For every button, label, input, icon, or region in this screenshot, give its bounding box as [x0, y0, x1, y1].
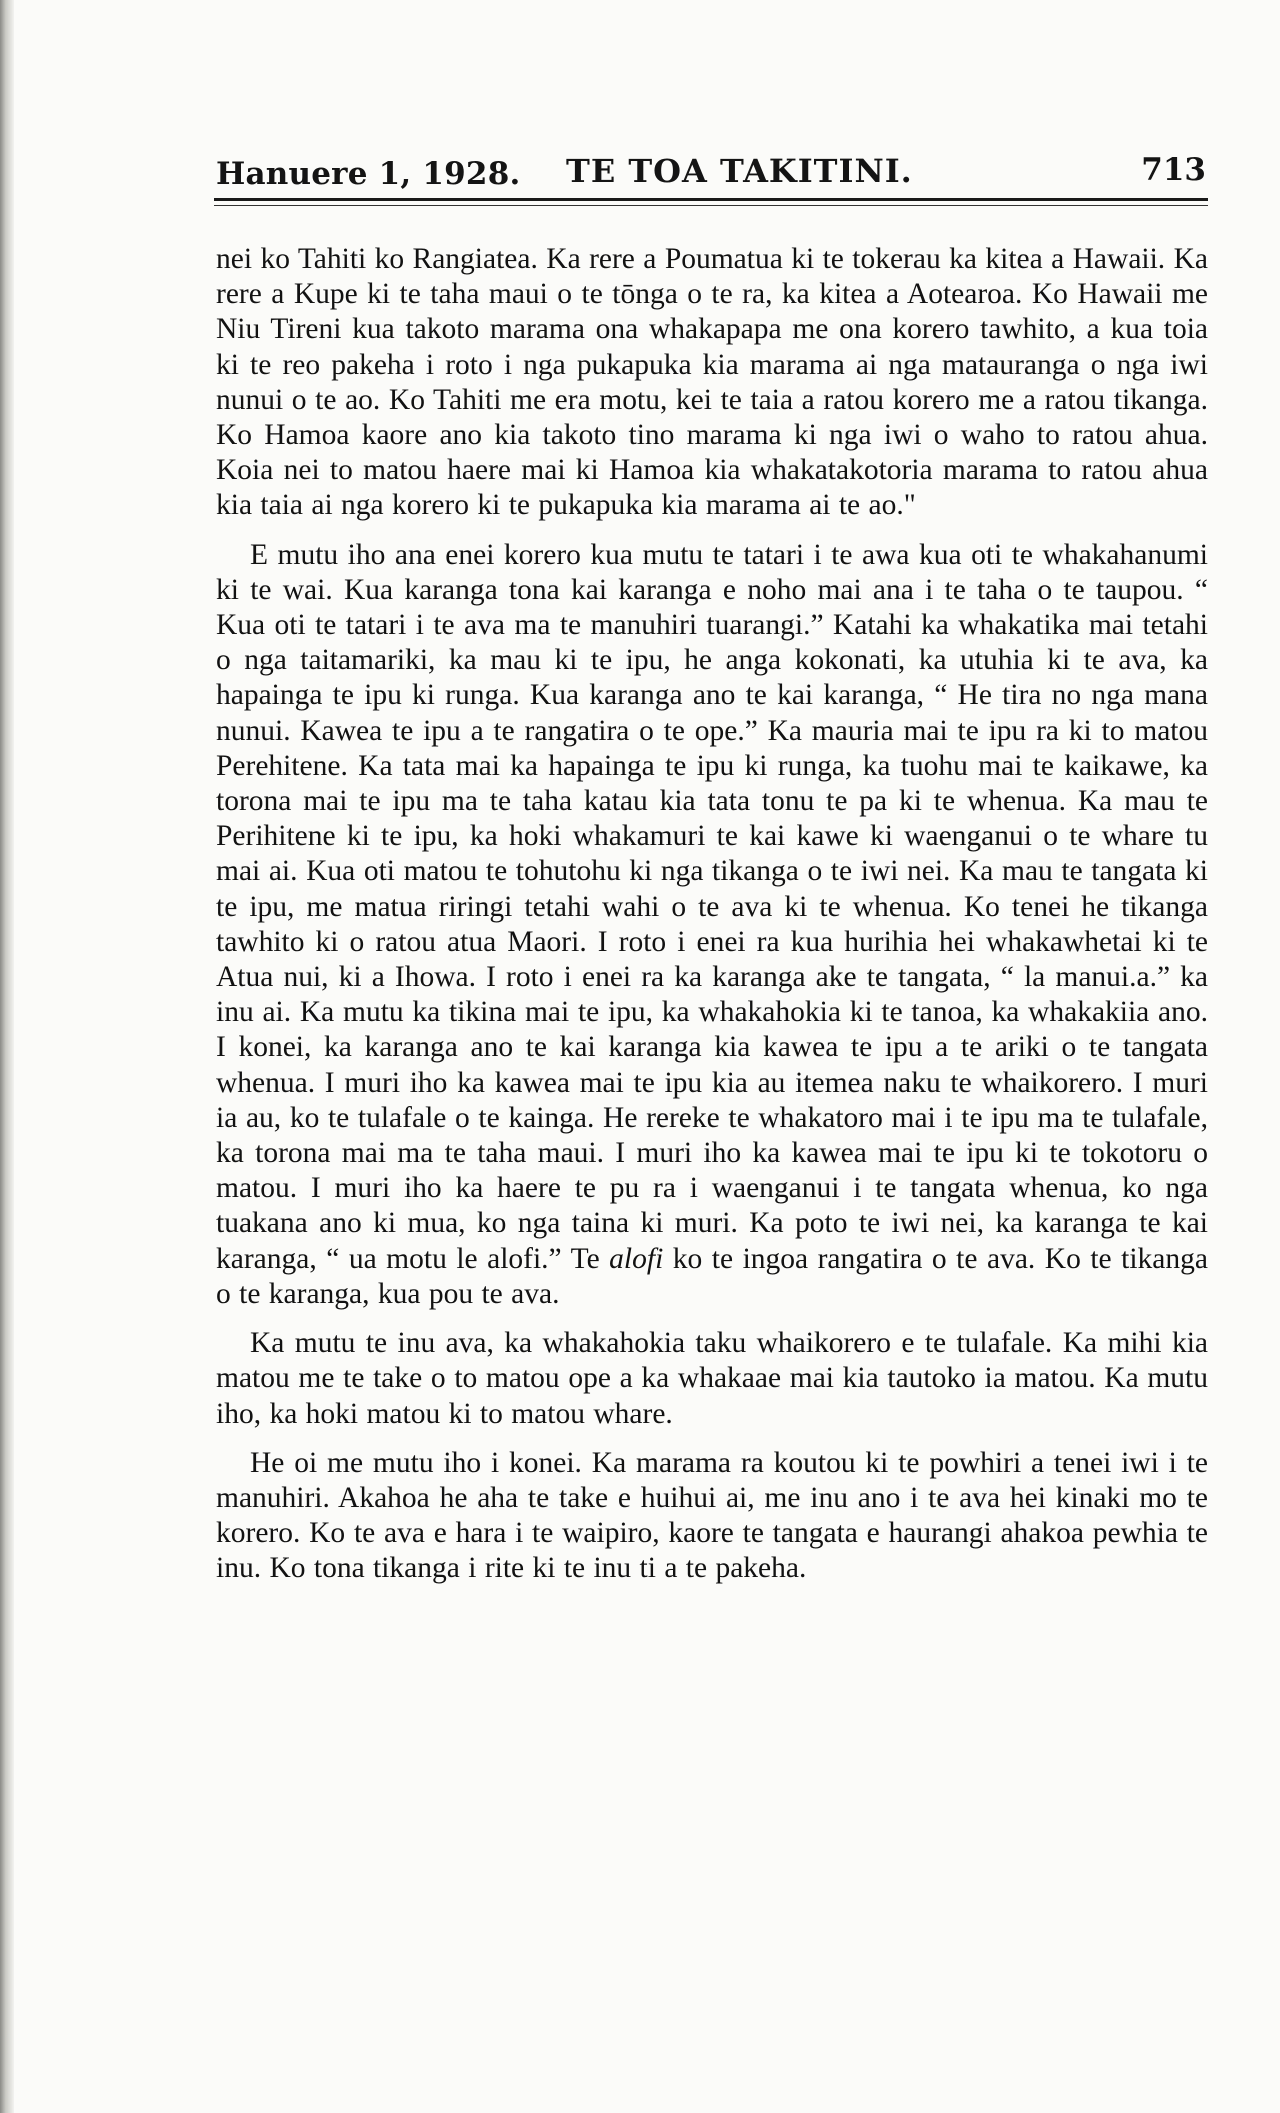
running-header — [216, 148, 1206, 198]
header-date: Hanuere 1, 1928. — [216, 156, 521, 192]
paragraph-4-text: He oi me mutu iho i konei. Ka marama ra koutou ki te powhiri a tenei iwi i te manuhiri. Akahoa he aha te take e huihui ai, me inu ano i te ava hei kinaki mo te korero. Ko te ava e hara i te waipiro, kaore te tangata e haurangi ahakoa pewhia te inu. Ko tona tikanga i rite ki te inu ti a te pakeha. — [216, 1446, 1208, 1585]
page-binding-edge — [0, 0, 14, 2113]
paragraph-2-text-end: ko te ingoa rangatira o te ava. Ko te tikanga o te karanga, kua pou te ava. — [216, 1242, 1208, 1310]
paragraph-2-text: E mutu iho ana enei korero kua mutu te tatari i te awa kua oti te whakahanumi ki te wai. Kua karanga tona kai karanga e noho mai ana i te taha o te taupou. “ Kua oti te tatari i te ava ma te manuhiri tuarangi.” Katahi ka whakatika mai tetahi o nga taitamariki, ka mau ki te ipu, he anga kokonati, ka utuhia ki te ava, ka hapainga te ipu ki runga. Kua karanga ano te kai karanga, “ He tira no nga mana nunui. Kawea te ipu a te rangatira o te ope.” Ka mauria mai te ipu ra ki to matou Perehitene. Ka tata mai ka hapainga te ipu ki runga, ka tuohu mai te kaikawe, ka torona mai te ipu ma te taha katau kia tata tonu te pa ki te whenua. Ka mau te Perihitene ki te ipu, ka hoki whakamuri te kai kawe ki waenganui o te whare tu mai ai. Kua oti matou te tohutohu ki nga tikanga o te iwi nei. Ka mau te tangata ki te ipu, me matua riringi tetahi wahi o te ava ki te whenua. Ko tenei he tikanga tawhito ki o ratou atua Maori. I roto i enei ra kua hurihia hei whakawhetai ki te Atua nui, ki a Ihowa. I roto i enei ra ka karanga ake te tangata, “ la manui.a.” ka inu ai. Ka mutu ka tikina mai te ipu, ka whakahokia ki te tanoa, ka whakakiia ano. I konei, ka karanga ano te kai karanga kia kawea te ipu a te ariki o te tangata whenua. I muri iho ka kawea mai te ipu kia au itemea naku te whaikorero. I muri ia au, ko te tulafale o te kainga. He rereke te whakatoro mai i te ipu ma te tulafale, ka torona mai ma te taha maui. I muri iho ka kawea mai te ipu ki te tokotoru o matou. I muri iho ka haere te pu ra i waenganui i te tangata whenua, ko nga tuakana ano ki mua, ko nga taina ki muri. Ka poto te iwi nei, ka karanga te kai karanga, “ ua motu le alofi.” Te — [216, 538, 1208, 1275]
paragraph-1-text: nei ko Tahiti ko Rangiatea. Ka rere a Poumatua ki te tokerau ka kitea a Hawaii. Ka rere a Kupe ki te taha maui o te tōnga o te ra, ka kitea a Aotearoa. Ko Hawaii me Niu Tireni kua takoto marama ona whakapapa me ona korero tawhito, a kua toia ki te reo pakeha i roto i nga pukapuka kia marama ai nga matauranga o nga iwi nunui o te ao. Ko Tahiti me era motu, kei te taia a ratou korero me a ratou tikanga. Ko Hamoa kaore ano kia takoto tino marama ki nga iwi o waho to ratou ahua. Koia nei to matou haere mai ki Hamoa kia whakatakotoria marama to ratou ahua kia taia ai nga korero ki te pukapuka kia marama ai te ao." — [216, 243, 1208, 522]
paragraph-1 — [216, 242, 1208, 524]
header-title: TE TOA TAKITINI. — [566, 152, 913, 190]
header-rule-thin — [214, 205, 1208, 206]
paragraph-3-text: Ka mutu te inu ava, ka whakahokia taku whaikorero e te tulafale. Ka mihi kia matou me te take o to matou ope a ka whakaae mai kia tautoko ia matou. Ka mutu iho, ka hoki matou ki to matou whare. — [216, 1327, 1208, 1430]
article-body — [216, 242, 1208, 1601]
page-number: 713 — [1141, 152, 1206, 188]
paragraph-3 — [216, 1326, 1208, 1432]
paragraph-4 — [216, 1446, 1208, 1587]
header-rule-thick — [214, 198, 1208, 201]
paragraph-2-italic-term: alofi — [609, 1242, 664, 1275]
paragraph-2 — [216, 538, 1208, 1312]
